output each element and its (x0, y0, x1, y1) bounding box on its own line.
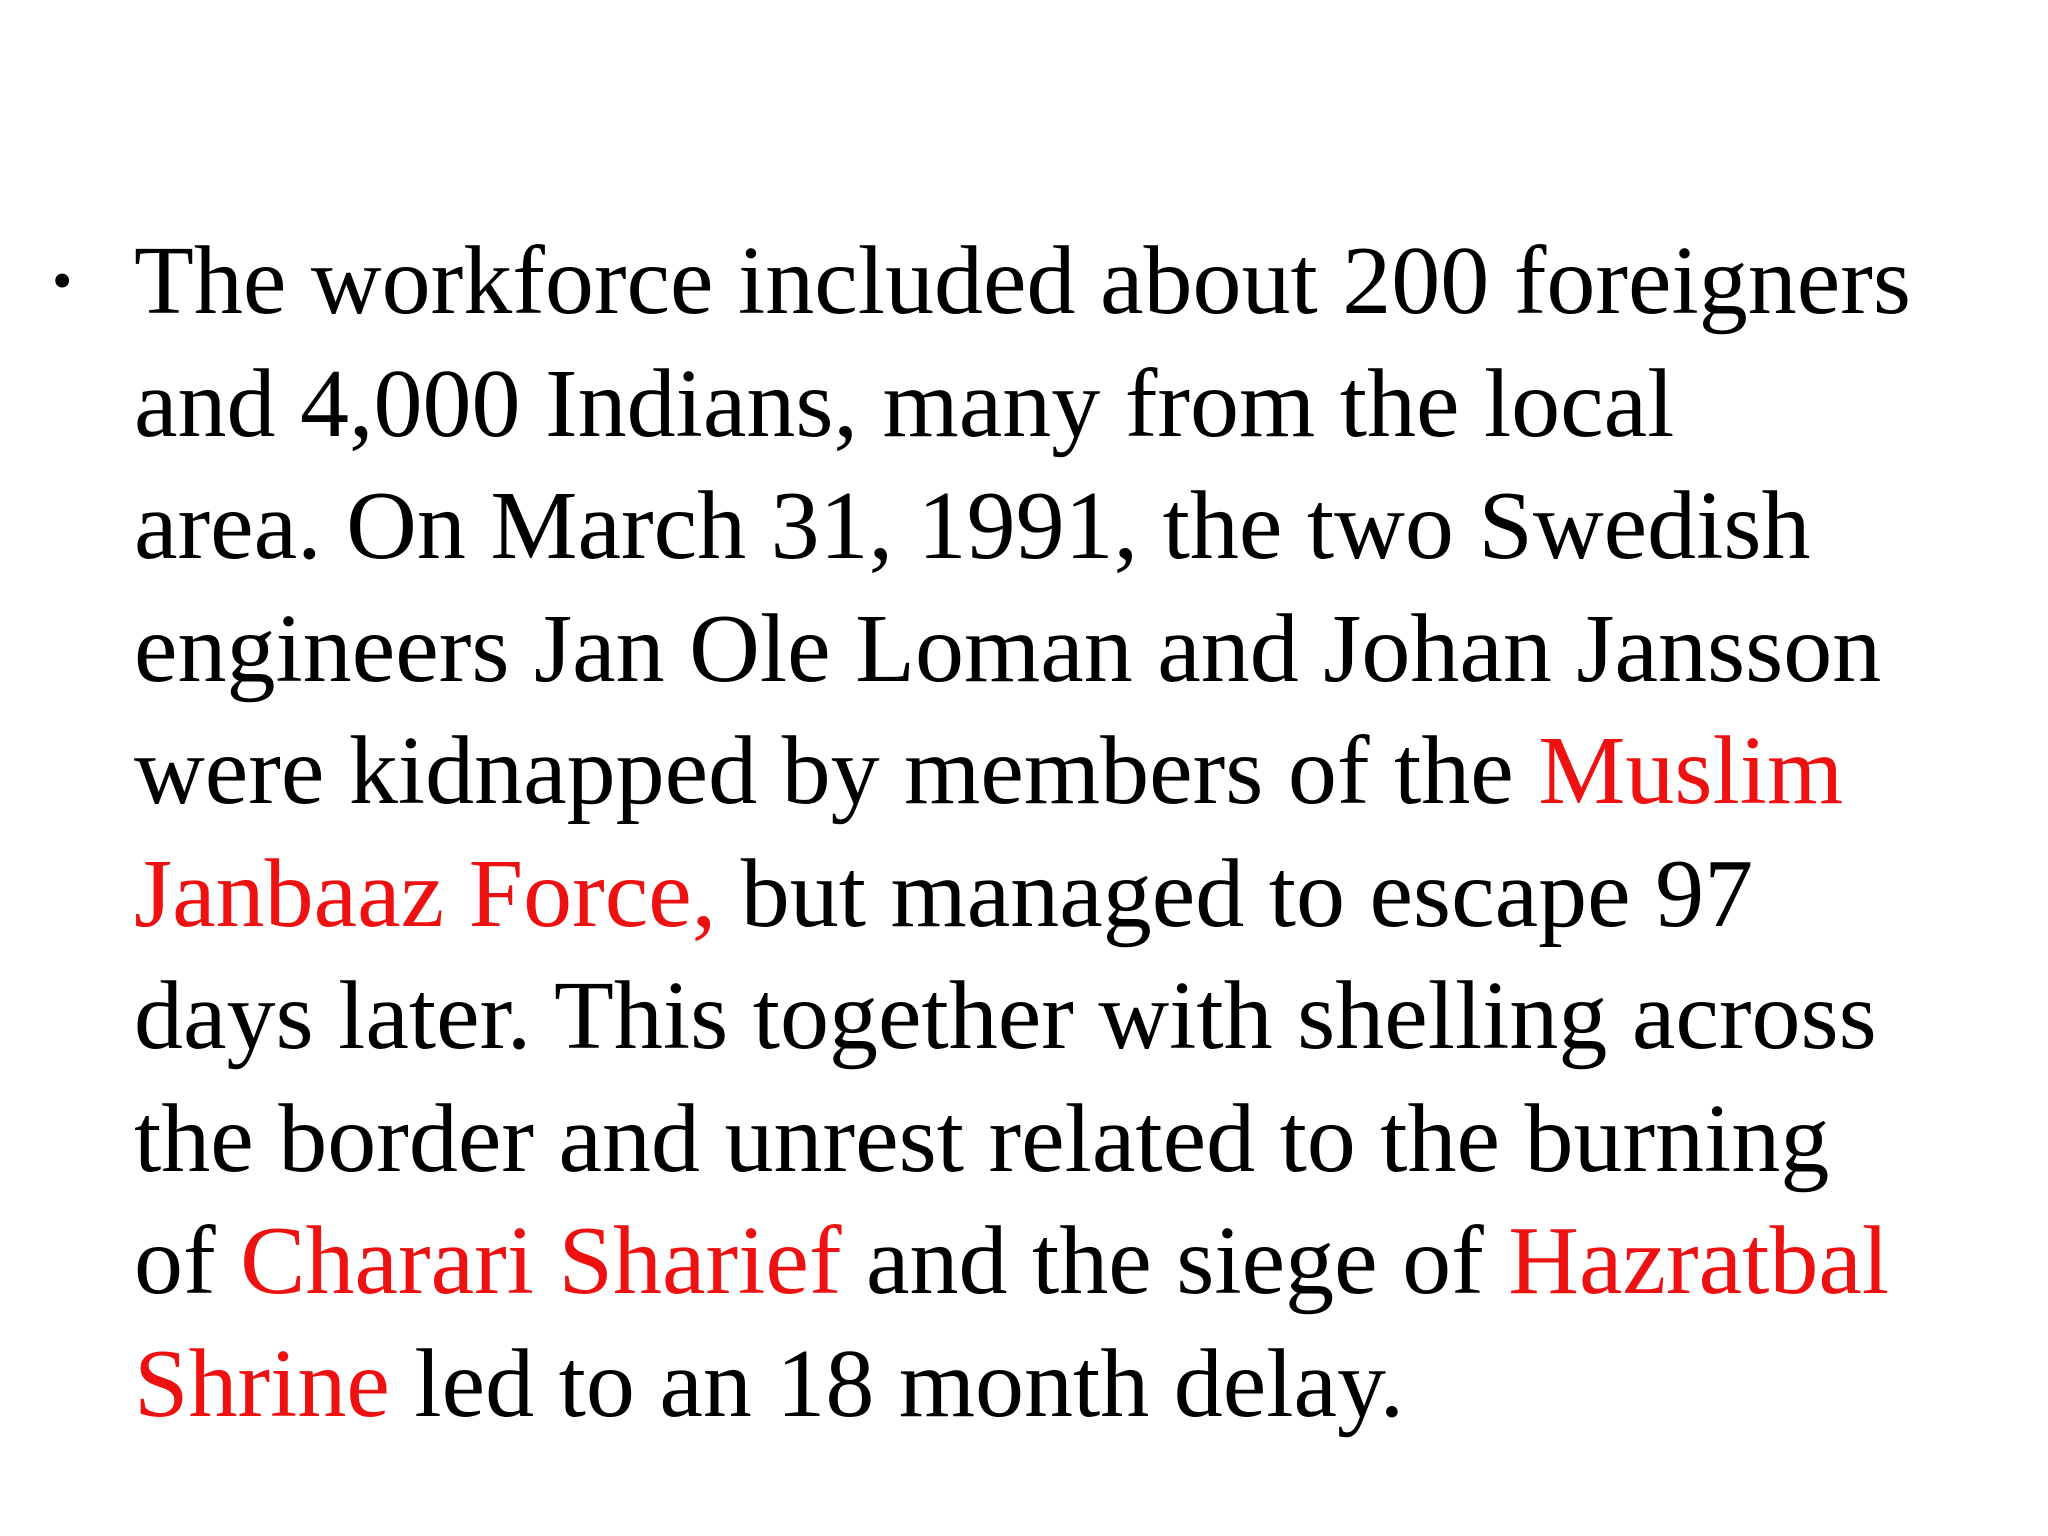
highlight-muslim: Muslim (1538, 717, 1844, 825)
text-run: days later. This together with shelling across (134, 962, 1877, 1070)
text-line (134, 1200, 2034, 1323)
text-line (134, 710, 2034, 833)
highlight-hazratbal: Hazratbal (1508, 1207, 1890, 1315)
text-run: The workforce included about 200 foreigners (134, 227, 1911, 335)
highlight-janbaaz-force: Janbaaz Force, (134, 839, 717, 948)
text-line (134, 955, 2034, 1078)
bullet-item (50, 220, 2040, 1445)
bullet-icon: • (52, 248, 73, 313)
highlight-charari-sharief: Charari Sharief (240, 1207, 842, 1315)
text-run: and the siege of (841, 1207, 1509, 1315)
text-line (134, 588, 2034, 711)
highlight-shrine: Shrine (134, 1329, 390, 1438)
text-run: engineers Jan Ole Loman and Johan Jansson (134, 594, 1882, 703)
text-run: the border and unrest related to the burning (134, 1084, 1830, 1193)
text-run: area. On March 31, 1991, the two Swedish (134, 472, 1811, 580)
text-line (134, 220, 2034, 343)
bullet-paragraph (134, 220, 2034, 1445)
text-line (134, 343, 2034, 466)
text-line (134, 1078, 2034, 1201)
text-run: were kidnapped by members of the (134, 717, 1539, 825)
text-line (134, 1323, 2034, 1446)
text-run: but managed to escape 97 (716, 839, 1754, 948)
text-line (134, 833, 2034, 956)
text-run: and 4,000 Indians, many from the local (134, 349, 1675, 458)
text-run: of (134, 1207, 241, 1315)
text-line (134, 465, 2034, 588)
text-run: led to an 18 month delay. (389, 1329, 1405, 1438)
